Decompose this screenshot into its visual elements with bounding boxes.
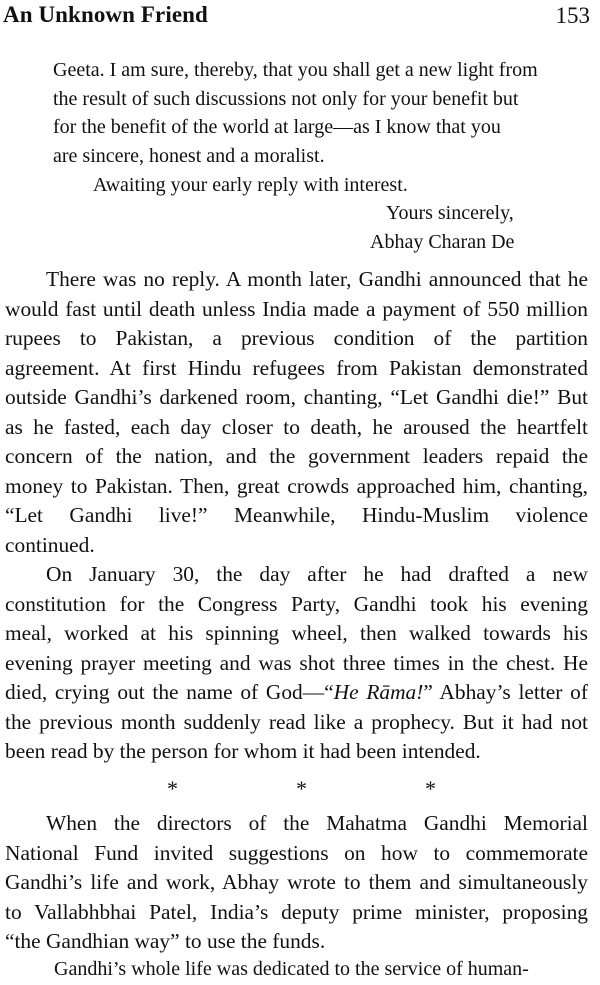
separator-asterisk: * [167, 776, 178, 801]
paragraph-line: rupees to Pakistan, a previous condition of the partition [5, 326, 588, 350]
paragraph-line: When the directors of the Mahatma Gandhi Memorial [46, 811, 588, 835]
paragraph-line: agreement. At first Hindu refugees from Pakistan demonstrated [5, 356, 588, 380]
letter-closing-line: Awaiting your early reply with interest. [93, 174, 408, 196]
letter-line: are sincere, honest and a moralist. [53, 145, 325, 167]
paragraph-line: Gandhi’s life and work, Abhay wrote to them and simultaneously [5, 870, 588, 894]
paragraph-line: as he fasted, each day closer to death, he aroused the heartfelt [5, 415, 588, 439]
paragraph-line: money to Pakistan. Then, great crowds approached him, chanting, [5, 474, 588, 498]
italic-quote: He Rāma! [333, 680, 424, 704]
separator-asterisk: * [296, 776, 307, 801]
page-number: 153 [555, 3, 590, 28]
paragraph-line: On January 30, the day after he had drafted a new [46, 562, 588, 586]
section-separator [0, 776, 600, 806]
paragraph-line: meal, worked at his spinning wheel, then walked towards his [5, 621, 588, 645]
paragraph-line: outside Gandhi’s darkened room, chanting, “Let Gandhi die!” But [5, 385, 588, 409]
paragraph-line: been read by the person for whom it had been intended. [5, 739, 481, 763]
text-span: ” Abhay’s letter of [423, 680, 588, 704]
running-title: An Unknown Friend [3, 2, 208, 27]
paragraph-line: There was no reply. A month later, Gandhi announced that he [46, 267, 588, 291]
letter-signature: Abhay Charan De [370, 231, 515, 253]
paragraph-line: to Vallabhbhai Patel, India’s deputy prime minister, proposing [5, 900, 588, 924]
paragraph-line: constitution for the Congress Party, Gandhi took his evening [5, 592, 588, 616]
paragraph-line: “the Gandhian way” to use the funds. [5, 929, 326, 953]
paragraph-line: concern of the nation, and the government leaders repaid the [5, 444, 588, 468]
paragraph-line: the previous month suddenly read like a prophecy. But it had not [5, 710, 588, 734]
quoted-letter-line: Gandhi’s whole life was dedicated to the service of human- [54, 958, 529, 980]
paragraph-line: National Fund invited suggestions on how to commemorate [5, 841, 588, 865]
text-span: died, crying out the name of God—“ [5, 680, 334, 704]
page-header [0, 0, 600, 34]
separator-asterisk: * [425, 776, 436, 801]
letter-signoff: Yours sincerely, [386, 202, 514, 224]
letter-line: for the benefit of the world at large—as I know that you [53, 116, 501, 138]
paragraph-line: would fast until death unless India made a payment of 550 million [5, 297, 588, 321]
letter-line: the result of such discussions not only for your benefit but [53, 88, 519, 110]
letter-line: Geeta. I am sure, thereby, that you shall get a new light from [53, 59, 538, 81]
paragraph-line: evening prayer meeting and was shot three times in the chest. He [5, 651, 588, 675]
paragraph-line: continued. [5, 533, 95, 557]
paragraph-line: “Let Gandhi live!” Meanwhile, Hindu-Muslim violence [5, 503, 588, 527]
paragraph-line-with-quote [5, 677, 588, 707]
